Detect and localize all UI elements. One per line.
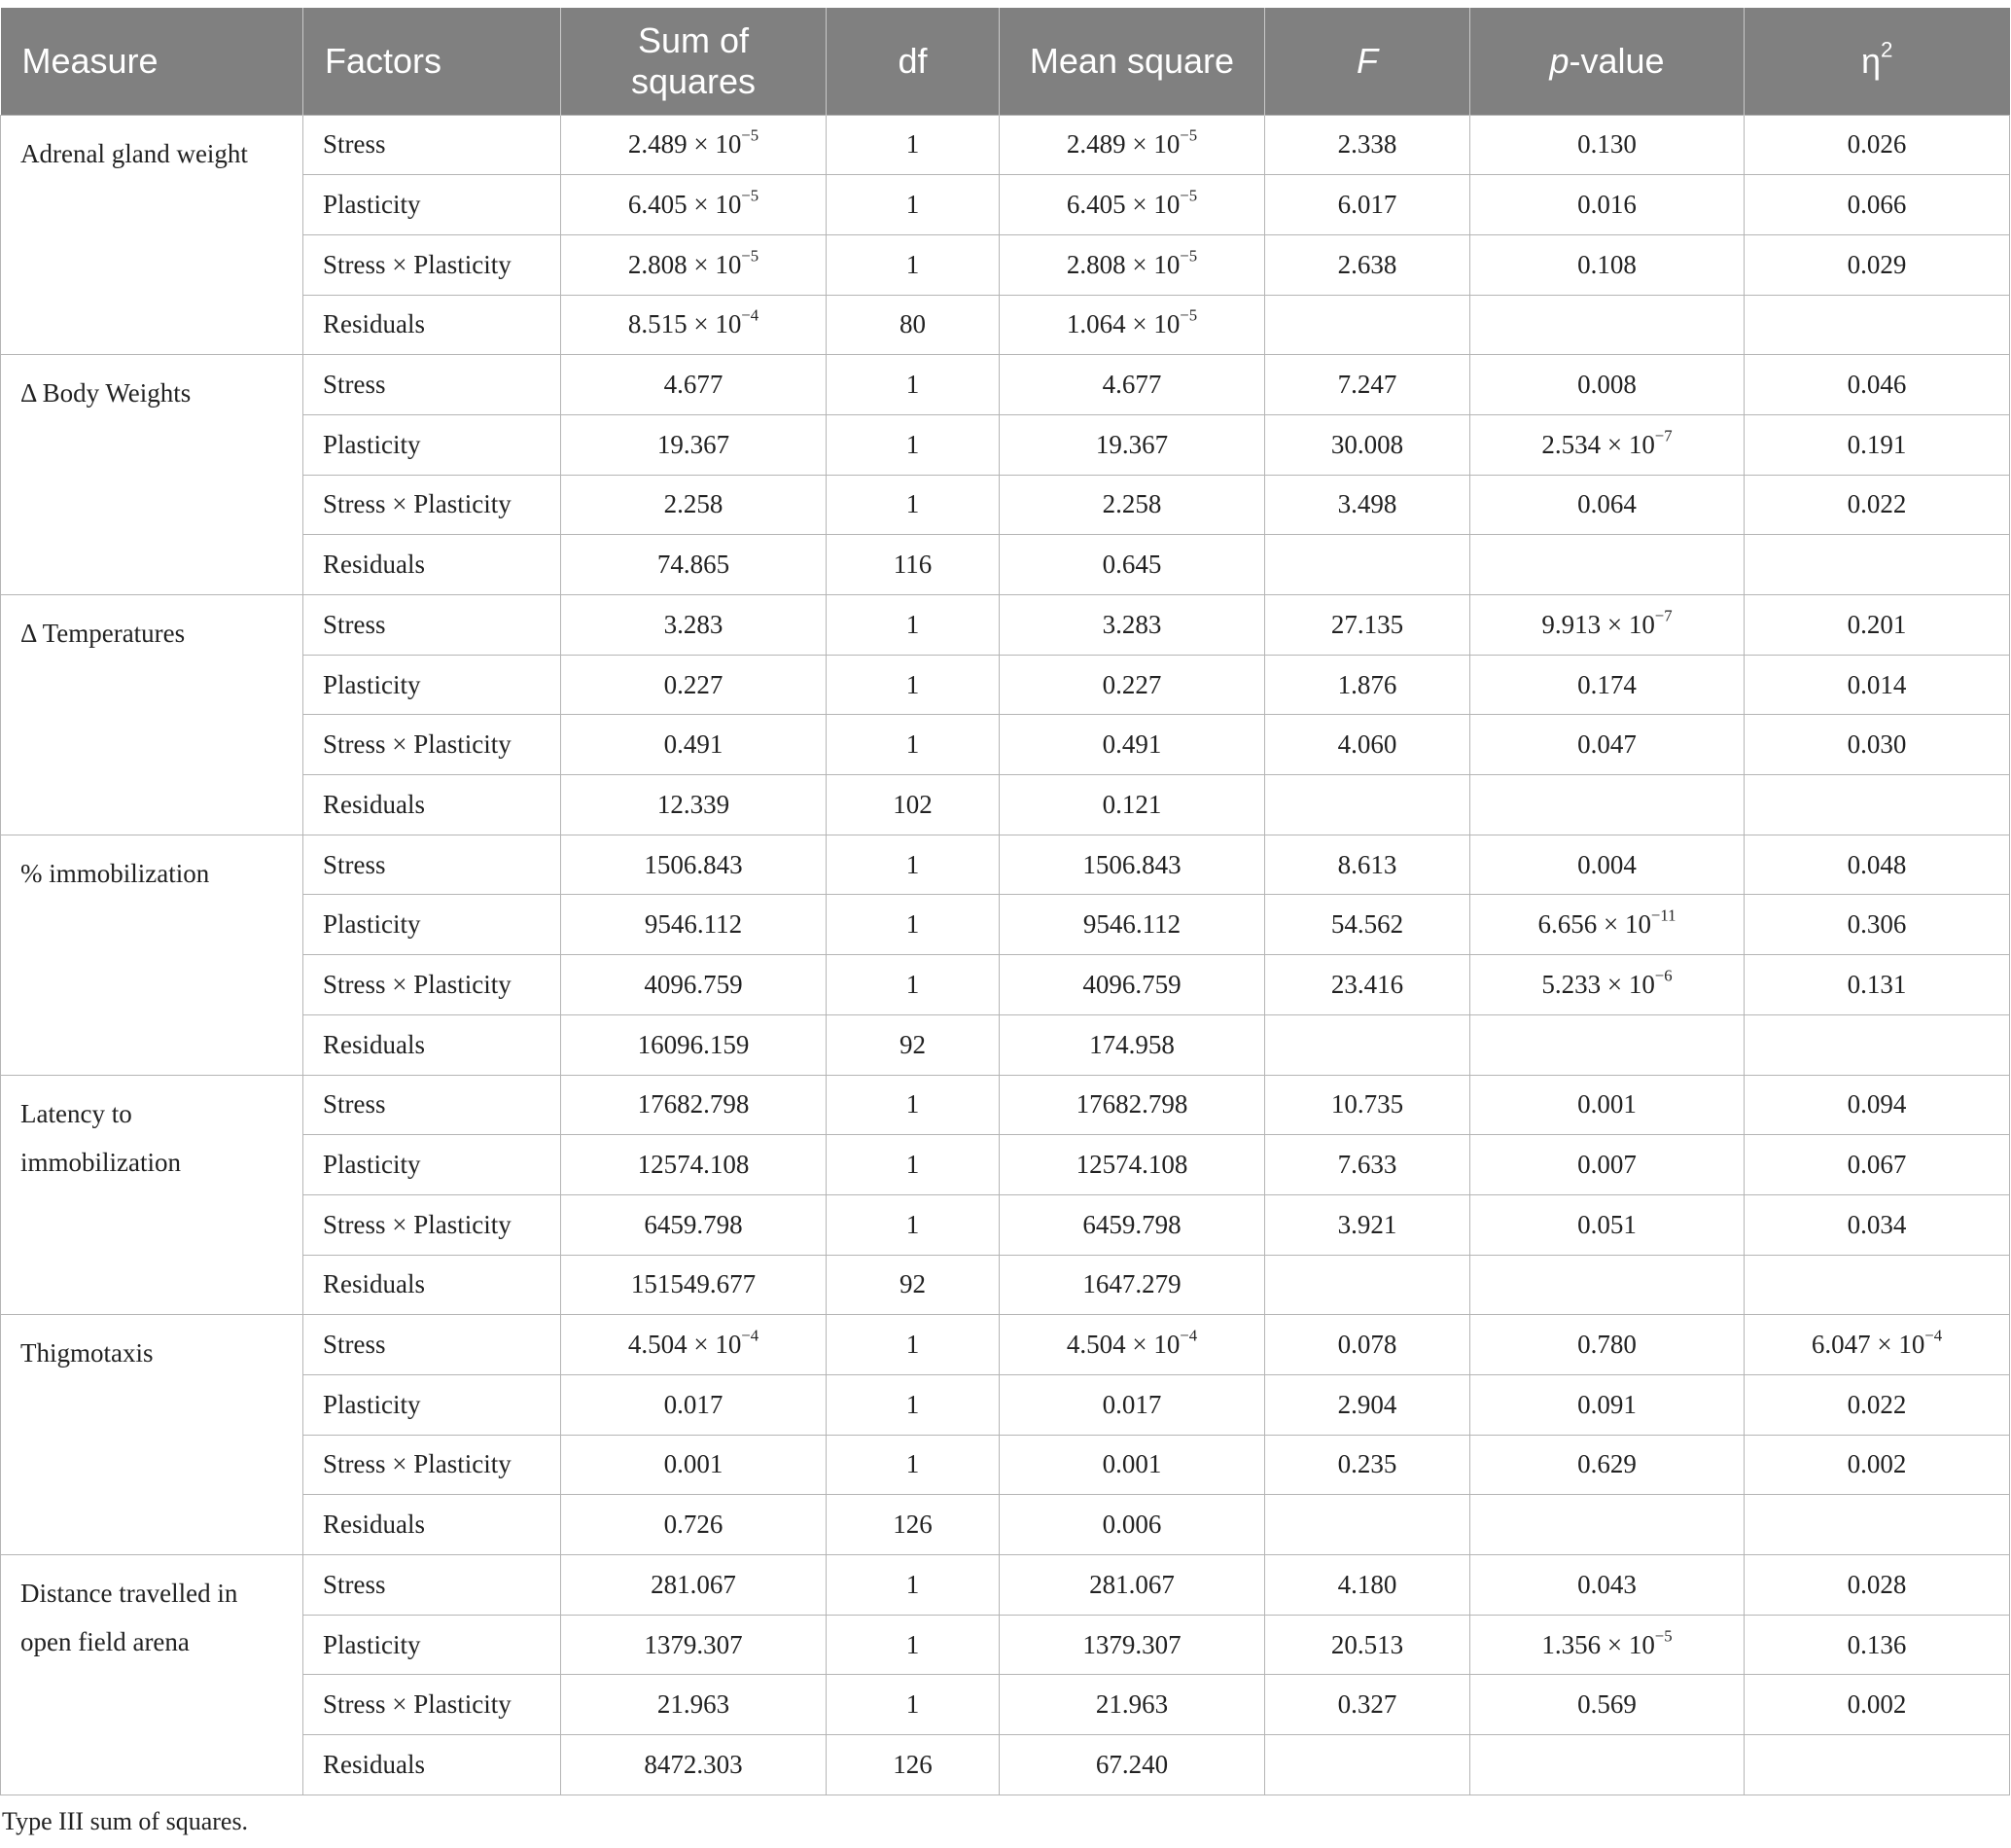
sum-of-squares-cell: 21.963 <box>561 1675 827 1735</box>
p-value-cell <box>1470 1495 1745 1555</box>
p-value-cell: 0.108 <box>1470 234 1745 295</box>
p-value-cell: 0.047 <box>1470 715 1745 775</box>
eta-squared-cell: 0.026 <box>1745 115 2010 175</box>
mean-square-cell: 0.121 <box>1000 775 1265 835</box>
mean-square-cell: 0.017 <box>1000 1374 1265 1435</box>
f-cell: 6.017 <box>1265 175 1470 235</box>
df-cell: 1 <box>827 234 1000 295</box>
header-eta-exponent: 2 <box>1881 37 1893 62</box>
eta-squared-cell: 0.022 <box>1745 1374 2010 1435</box>
sum-of-squares-cell: $2.489 \times 10^{-5}$ <box>561 115 827 175</box>
mean-square-cell: 9546.112 <box>1000 895 1265 955</box>
eta-squared-cell: 0.028 <box>1745 1555 2010 1616</box>
eta-squared-cell <box>1745 535 2010 595</box>
table-row <box>1 115 2010 175</box>
anova-table <box>0 8 2010 1795</box>
p-value-cell <box>1470 1735 1745 1795</box>
header-mean-square: Mean square <box>1000 8 1265 115</box>
df-cell: 1 <box>827 595 1000 656</box>
f-cell <box>1265 1255 1470 1315</box>
header-eta-base: η <box>1861 40 1882 81</box>
eta-squared-cell <box>1745 1014 2010 1075</box>
factor-cell: Plasticity <box>303 1374 561 1435</box>
df-cell: 1 <box>827 1435 1000 1495</box>
p-value-cell: 0.007 <box>1470 1135 1745 1195</box>
sum-of-squares-cell: $8.515 \times 10^{-4}$ <box>561 295 827 355</box>
header-row <box>1 8 2010 115</box>
header-f-label: F <box>1357 40 1378 81</box>
df-cell: 116 <box>827 535 1000 595</box>
f-cell: 2.638 <box>1265 234 1470 295</box>
mean-square-cell: 2.258 <box>1000 475 1265 535</box>
table-row <box>1 595 2010 656</box>
eta-squared-cell: 0.046 <box>1745 355 2010 415</box>
mean-square-cell: 17682.798 <box>1000 1075 1265 1135</box>
df-cell: 102 <box>827 775 1000 835</box>
measure-cell: Adrenal gland weight <box>1 115 303 355</box>
measure-cell: Δ Body Weights <box>1 355 303 595</box>
p-value-cell <box>1470 1255 1745 1315</box>
eta-squared-cell: 0.014 <box>1745 655 2010 715</box>
df-cell: 1 <box>827 1555 1000 1616</box>
sum-of-squares-cell: 1379.307 <box>561 1615 827 1675</box>
p-value-cell: 0.569 <box>1470 1675 1745 1735</box>
f-cell: 4.180 <box>1265 1555 1470 1616</box>
header-measure: Measure <box>1 8 303 115</box>
sum-of-squares-cell: $4.504 \times 10^{-4}$ <box>561 1315 827 1375</box>
df-cell: 1 <box>827 175 1000 235</box>
f-cell: 7.633 <box>1265 1135 1470 1195</box>
df-cell: 1 <box>827 115 1000 175</box>
eta-squared-cell: 0.066 <box>1745 175 2010 235</box>
mean-square-cell: 0.006 <box>1000 1495 1265 1555</box>
header-sum-of-squares <box>561 8 827 115</box>
eta-squared-cell: 0.306 <box>1745 895 2010 955</box>
eta-squared-cell <box>1745 1255 2010 1315</box>
factor-cell: Stress <box>303 1315 561 1375</box>
mean-square-cell: 21.963 <box>1000 1675 1265 1735</box>
f-cell: 3.498 <box>1265 475 1470 535</box>
p-value-cell: 0.629 <box>1470 1435 1745 1495</box>
mean-square-cell: 174.958 <box>1000 1014 1265 1075</box>
factor-cell: Plasticity <box>303 175 561 235</box>
sum-of-squares-cell: 0.227 <box>561 655 827 715</box>
factor-cell: Stress × Plasticity <box>303 1675 561 1735</box>
p-value-cell: 0.008 <box>1470 355 1745 415</box>
df-cell: 126 <box>827 1495 1000 1555</box>
df-cell: 92 <box>827 1014 1000 1075</box>
p-value-cell: 0.064 <box>1470 475 1745 535</box>
df-cell: 1 <box>827 1075 1000 1135</box>
mean-square-cell: 3.283 <box>1000 595 1265 656</box>
sum-of-squares-cell: 74.865 <box>561 535 827 595</box>
df-cell: 1 <box>827 955 1000 1015</box>
p-value-cell: 0.016 <box>1470 175 1745 235</box>
factor-cell: Stress <box>303 115 561 175</box>
factor-cell: Stress × Plasticity <box>303 715 561 775</box>
p-value-cell <box>1470 1014 1745 1075</box>
eta-squared-cell: $6.047 \times 10^{-4}$ <box>1745 1315 2010 1375</box>
df-cell: 92 <box>827 1255 1000 1315</box>
df-cell: 126 <box>827 1735 1000 1795</box>
factor-cell: Stress <box>303 595 561 656</box>
p-value-cell: $6.656 \times 10^{-11}$ <box>1470 895 1745 955</box>
f-cell: 23.416 <box>1265 955 1470 1015</box>
mean-square-cell: 6459.798 <box>1000 1194 1265 1255</box>
factor-cell: Residuals <box>303 1495 561 1555</box>
sum-of-squares-cell: 4096.759 <box>561 955 827 1015</box>
eta-squared-cell: 0.094 <box>1745 1075 2010 1135</box>
f-cell: 3.921 <box>1265 1194 1470 1255</box>
factor-cell: Plasticity <box>303 895 561 955</box>
f-cell: 10.735 <box>1265 1075 1470 1135</box>
p-value-cell: $9.913 \times 10^{-7}$ <box>1470 595 1745 656</box>
factor-cell: Residuals <box>303 1735 561 1795</box>
mean-square-cell: 4096.759 <box>1000 955 1265 1015</box>
eta-squared-cell: 0.191 <box>1745 414 2010 475</box>
df-cell: 1 <box>827 1315 1000 1375</box>
f-cell: 0.235 <box>1265 1435 1470 1495</box>
sum-of-squares-cell: 2.258 <box>561 475 827 535</box>
f-cell: 0.327 <box>1265 1675 1470 1735</box>
header-p-suffix: -value <box>1569 40 1665 81</box>
f-cell: 0.078 <box>1265 1315 1470 1375</box>
eta-squared-cell <box>1745 775 2010 835</box>
mean-square-cell: 67.240 <box>1000 1735 1265 1795</box>
measure-cell: Latency to immobilization <box>1 1075 303 1315</box>
factor-cell: Stress <box>303 355 561 415</box>
p-value-cell: 0.130 <box>1470 115 1745 175</box>
factor-cell: Residuals <box>303 1014 561 1075</box>
sum-of-squares-cell: 0.001 <box>561 1435 827 1495</box>
f-cell: 4.060 <box>1265 715 1470 775</box>
f-cell <box>1265 535 1470 595</box>
f-cell <box>1265 1495 1470 1555</box>
header-p-value <box>1470 8 1745 115</box>
df-cell: 1 <box>827 475 1000 535</box>
sum-of-squares-cell: 1506.843 <box>561 835 827 895</box>
mean-square-cell: 281.067 <box>1000 1555 1265 1616</box>
measure-cell: Thigmotaxis <box>1 1315 303 1555</box>
table-body <box>1 115 2010 1795</box>
f-cell: 54.562 <box>1265 895 1470 955</box>
eta-squared-cell: 0.002 <box>1745 1675 2010 1735</box>
mean-square-cell: 0.227 <box>1000 655 1265 715</box>
sum-of-squares-cell: 151549.677 <box>561 1255 827 1315</box>
mean-square-cell: $6.405 \times 10^{-5}$ <box>1000 175 1265 235</box>
p-value-cell: $1.356 \times 10^{-5}$ <box>1470 1615 1745 1675</box>
f-cell: 2.338 <box>1265 115 1470 175</box>
header-sum-of-squares-line2: squares <box>630 60 757 101</box>
mean-square-cell: 0.491 <box>1000 715 1265 775</box>
eta-squared-cell <box>1745 1735 2010 1795</box>
p-value-cell: 0.780 <box>1470 1315 1745 1375</box>
df-cell: 80 <box>827 295 1000 355</box>
p-value-cell: 0.043 <box>1470 1555 1745 1616</box>
mean-square-cell: 0.645 <box>1000 535 1265 595</box>
p-value-cell: 0.051 <box>1470 1194 1745 1255</box>
f-cell: 7.247 <box>1265 355 1470 415</box>
mean-square-cell: 0.001 <box>1000 1435 1265 1495</box>
eta-squared-cell: 0.201 <box>1745 595 2010 656</box>
df-cell: 1 <box>827 414 1000 475</box>
table-row <box>1 1315 2010 1375</box>
mean-square-cell: 1379.307 <box>1000 1615 1265 1675</box>
df-cell: 1 <box>827 1135 1000 1195</box>
sum-of-squares-cell: 6459.798 <box>561 1194 827 1255</box>
table-row <box>1 1555 2010 1616</box>
mean-square-cell: 12574.108 <box>1000 1135 1265 1195</box>
factor-cell: Stress × Plasticity <box>303 475 561 535</box>
sum-of-squares-cell: $6.405 \times 10^{-5}$ <box>561 175 827 235</box>
p-value-cell: 0.091 <box>1470 1374 1745 1435</box>
f-cell: 30.008 <box>1265 414 1470 475</box>
eta-squared-cell <box>1745 295 2010 355</box>
eta-squared-cell: 0.034 <box>1745 1194 2010 1255</box>
eta-squared-cell: 0.029 <box>1745 234 2010 295</box>
df-cell: 1 <box>827 835 1000 895</box>
mean-square-cell: 1647.279 <box>1000 1255 1265 1315</box>
df-cell: 1 <box>827 1615 1000 1675</box>
df-cell: 1 <box>827 1675 1000 1735</box>
eta-squared-cell: 0.022 <box>1745 475 2010 535</box>
eta-squared-cell: 0.136 <box>1745 1615 2010 1675</box>
df-cell: 1 <box>827 355 1000 415</box>
f-cell <box>1265 1735 1470 1795</box>
p-value-cell: 0.001 <box>1470 1075 1745 1135</box>
mean-square-cell: 1506.843 <box>1000 835 1265 895</box>
df-cell: 1 <box>827 895 1000 955</box>
header-f <box>1265 8 1470 115</box>
df-cell: 1 <box>827 1374 1000 1435</box>
p-value-cell <box>1470 295 1745 355</box>
df-cell: 1 <box>827 715 1000 775</box>
df-cell: 1 <box>827 655 1000 715</box>
factor-cell: Stress × Plasticity <box>303 1435 561 1495</box>
measure-cell: % immobilization <box>1 835 303 1075</box>
sum-of-squares-cell: 0.726 <box>561 1495 827 1555</box>
sum-of-squares-cell: 19.367 <box>561 414 827 475</box>
factor-cell: Residuals <box>303 1255 561 1315</box>
sum-of-squares-cell: 0.017 <box>561 1374 827 1435</box>
df-cell: 1 <box>827 1194 1000 1255</box>
sum-of-squares-cell: 281.067 <box>561 1555 827 1616</box>
f-cell: 27.135 <box>1265 595 1470 656</box>
f-cell <box>1265 775 1470 835</box>
factor-cell: Residuals <box>303 775 561 835</box>
table-row <box>1 1075 2010 1135</box>
sum-of-squares-cell: $2.808 \times 10^{-5}$ <box>561 234 827 295</box>
sum-of-squares-cell: 8472.303 <box>561 1735 827 1795</box>
factor-cell: Stress × Plasticity <box>303 1194 561 1255</box>
p-value-cell: $2.534 \times 10^{-7}$ <box>1470 414 1745 475</box>
sum-of-squares-cell: 4.677 <box>561 355 827 415</box>
table-footnote: Type III sum of squares. <box>2 1807 249 1835</box>
header-sum-of-squares-line1: Sum of <box>637 19 750 60</box>
p-value-cell <box>1470 775 1745 835</box>
f-cell <box>1265 295 1470 355</box>
f-cell <box>1265 1014 1470 1075</box>
mean-square-cell: $2.489 \times 10^{-5}$ <box>1000 115 1265 175</box>
mean-square-cell: $4.504 \times 10^{-4}$ <box>1000 1315 1265 1375</box>
table-row <box>1 355 2010 415</box>
factor-cell: Residuals <box>303 535 561 595</box>
eta-squared-cell: 0.048 <box>1745 835 2010 895</box>
p-value-cell: 0.174 <box>1470 655 1745 715</box>
p-value-cell: 0.004 <box>1470 835 1745 895</box>
header-df: df <box>827 8 1000 115</box>
mean-square-cell: $2.808 \times 10^{-5}$ <box>1000 234 1265 295</box>
mean-square-cell: $1.064 \times 10^{-5}$ <box>1000 295 1265 355</box>
f-cell: 2.904 <box>1265 1374 1470 1435</box>
p-value-cell: $5.233 \times 10^{-6}$ <box>1470 955 1745 1015</box>
factor-cell: Stress <box>303 835 561 895</box>
header-p-label: p <box>1549 40 1570 81</box>
eta-squared-cell: 0.131 <box>1745 955 2010 1015</box>
sum-of-squares-cell: 0.491 <box>561 715 827 775</box>
factor-cell: Stress <box>303 1555 561 1616</box>
header-factors: Factors <box>303 8 561 115</box>
measure-cell: Distance travelled in open field arena <box>1 1555 303 1795</box>
sum-of-squares-cell: 12.339 <box>561 775 827 835</box>
eta-squared-cell: 0.067 <box>1745 1135 2010 1195</box>
f-cell: 8.613 <box>1265 835 1470 895</box>
sum-of-squares-cell: 17682.798 <box>561 1075 827 1135</box>
mean-square-cell: 4.677 <box>1000 355 1265 415</box>
factor-cell: Plasticity <box>303 1615 561 1675</box>
eta-squared-cell <box>1745 1495 2010 1555</box>
measure-cell: Δ Temperatures <box>1 595 303 835</box>
factor-cell: Plasticity <box>303 655 561 715</box>
header-eta-squared <box>1745 8 2010 115</box>
factor-cell: Stress <box>303 1075 561 1135</box>
factor-cell: Plasticity <box>303 1135 561 1195</box>
eta-squared-cell: 0.030 <box>1745 715 2010 775</box>
factor-cell: Stress × Plasticity <box>303 234 561 295</box>
table-row <box>1 835 2010 895</box>
mean-square-cell: 19.367 <box>1000 414 1265 475</box>
f-cell: 1.876 <box>1265 655 1470 715</box>
sum-of-squares-cell: 9546.112 <box>561 895 827 955</box>
factor-cell: Plasticity <box>303 414 561 475</box>
factor-cell: Residuals <box>303 295 561 355</box>
factor-cell: Stress × Plasticity <box>303 955 561 1015</box>
sum-of-squares-cell: 12574.108 <box>561 1135 827 1195</box>
f-cell: 20.513 <box>1265 1615 1470 1675</box>
eta-squared-cell: 0.002 <box>1745 1435 2010 1495</box>
sum-of-squares-cell: 16096.159 <box>561 1014 827 1075</box>
sum-of-squares-cell: 3.283 <box>561 595 827 656</box>
p-value-cell <box>1470 535 1745 595</box>
